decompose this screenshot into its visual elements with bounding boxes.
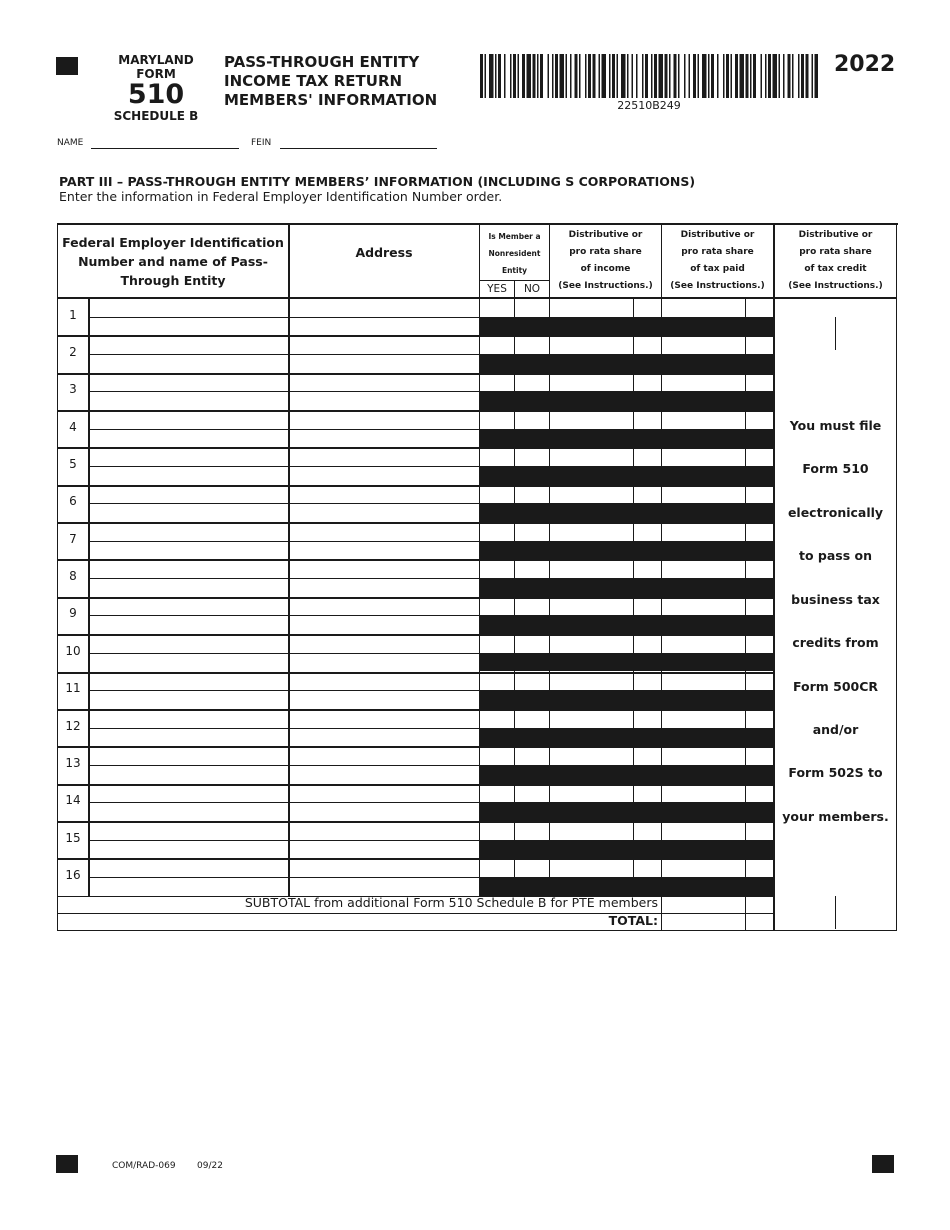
tax-paid-input[interactable] bbox=[663, 636, 772, 652]
nonresident-no-box[interactable] bbox=[516, 337, 548, 353]
shaded-cell bbox=[480, 429, 773, 448]
header-address: Address bbox=[355, 244, 413, 260]
row-number: 7 bbox=[69, 531, 77, 546]
tax-paid-input[interactable] bbox=[663, 300, 772, 316]
tax-paid-input[interactable] bbox=[663, 487, 772, 503]
shaded-cell bbox=[480, 578, 773, 597]
shaded-cell bbox=[480, 317, 773, 336]
header-tax-credit bbox=[774, 226, 897, 296]
shaded-cell bbox=[480, 728, 773, 747]
entity-name-input[interactable] bbox=[91, 524, 287, 557]
row-number: 14 bbox=[65, 793, 81, 808]
header-nonresident-line: Is Member a bbox=[488, 231, 541, 241]
header-taxpaid-line: Distributive or bbox=[680, 230, 755, 240]
nonresident-no-box[interactable] bbox=[516, 487, 548, 503]
header-income-line: Distributive or bbox=[568, 230, 643, 240]
tax-year: 2022 bbox=[834, 52, 896, 77]
header-credit-line: (See Instructions.) bbox=[788, 281, 883, 291]
header-taxpaid-line: (See Instructions.) bbox=[670, 281, 765, 291]
nonresident-yes-box[interactable] bbox=[481, 711, 513, 727]
entity-name-input[interactable] bbox=[91, 375, 287, 408]
nonresident-yes-box[interactable] bbox=[481, 524, 513, 540]
nonresident-no-box[interactable] bbox=[516, 748, 548, 764]
nonresident-yes-box[interactable] bbox=[481, 860, 513, 876]
notice-line: Form 500CR bbox=[792, 679, 879, 694]
income-input[interactable] bbox=[551, 674, 660, 690]
nonresident-no-box[interactable] bbox=[516, 449, 548, 465]
income-input[interactable] bbox=[551, 636, 660, 652]
tax-paid-input[interactable] bbox=[663, 599, 772, 615]
row-rule bbox=[480, 280, 549, 281]
form-label: FORM bbox=[136, 67, 176, 81]
nonresident-no-box[interactable] bbox=[516, 711, 548, 727]
address-input[interactable] bbox=[290, 674, 478, 707]
income-input[interactable] bbox=[551, 375, 660, 391]
address-input[interactable] bbox=[290, 636, 478, 669]
shaded-cell bbox=[480, 541, 773, 560]
income-input[interactable] bbox=[551, 524, 660, 540]
part-heading: PART III – PASS-THROUGH ENTITY MEMBERS’ INFORMATION (INCLUDING S CORPORATIONS) bbox=[59, 174, 696, 189]
notice-line: to pass on bbox=[798, 548, 873, 563]
shaded-cell bbox=[480, 391, 773, 410]
entity-name-input[interactable] bbox=[91, 412, 287, 445]
nonresident-no-box[interactable] bbox=[516, 412, 548, 428]
entity-name-input[interactable] bbox=[91, 449, 287, 482]
income-input[interactable] bbox=[551, 412, 660, 428]
row-number: 5 bbox=[69, 457, 77, 472]
notice-line: Form 502S to bbox=[788, 765, 883, 780]
credit-tick bbox=[835, 896, 836, 929]
nonresident-no-box[interactable] bbox=[516, 524, 548, 540]
subtotal-tax-paid-input[interactable] bbox=[662, 894, 745, 911]
nonresident-no-box[interactable] bbox=[516, 823, 548, 839]
credit-tick bbox=[835, 317, 836, 350]
address-input[interactable] bbox=[290, 375, 478, 408]
tax-paid-input[interactable] bbox=[663, 786, 772, 802]
income-input[interactable] bbox=[551, 711, 660, 727]
notice-line: electronically bbox=[787, 505, 884, 520]
nonresident-no-box[interactable] bbox=[516, 860, 548, 876]
income-input[interactable] bbox=[551, 860, 660, 876]
shaded-cell bbox=[480, 354, 773, 373]
row-number: 8 bbox=[69, 569, 77, 584]
nonresident-yes-box[interactable] bbox=[481, 300, 513, 316]
shaded-cell bbox=[480, 840, 773, 859]
shaded-cell bbox=[480, 765, 773, 784]
income-input[interactable] bbox=[551, 748, 660, 764]
row-number: 3 bbox=[69, 382, 77, 397]
nonresident-yes-box[interactable] bbox=[481, 786, 513, 802]
barcode-number: 22510B249 bbox=[617, 99, 681, 112]
nonresident-yes-box[interactable] bbox=[481, 412, 513, 428]
nonresident-no-box[interactable] bbox=[516, 599, 548, 615]
income-input[interactable] bbox=[551, 599, 660, 615]
notice-line: Form 510 bbox=[802, 461, 869, 476]
income-input[interactable] bbox=[551, 823, 660, 839]
nonresident-yes-box[interactable] bbox=[481, 636, 513, 652]
nonresident-no-box[interactable] bbox=[516, 636, 548, 652]
tax-paid-input[interactable] bbox=[663, 748, 772, 764]
nonresident-yes-box[interactable] bbox=[481, 337, 513, 353]
header-fein-line: Federal Employer Identification bbox=[62, 234, 284, 250]
address-input[interactable] bbox=[290, 337, 478, 370]
nonresident-no-box[interactable] bbox=[516, 375, 548, 391]
row-rule bbox=[57, 930, 897, 931]
address-input[interactable] bbox=[290, 599, 478, 632]
address-input[interactable] bbox=[290, 748, 478, 781]
income-input[interactable] bbox=[551, 449, 660, 465]
nonresident-no-box[interactable] bbox=[516, 561, 548, 577]
form-title-line: PASS-THROUGH ENTITY bbox=[224, 53, 420, 71]
row-number: 15 bbox=[65, 830, 81, 845]
entity-name-input[interactable] bbox=[91, 786, 287, 819]
row-number: 16 bbox=[65, 867, 81, 882]
header-no: NO bbox=[523, 283, 541, 295]
form-schedule: SCHEDULE B bbox=[113, 109, 199, 123]
entity-name-input[interactable] bbox=[91, 674, 287, 707]
tax-paid-input[interactable] bbox=[663, 337, 772, 353]
tax-paid-input[interactable] bbox=[663, 375, 772, 391]
shaded-cell bbox=[480, 615, 773, 634]
tax-paid-input[interactable] bbox=[663, 412, 772, 428]
tax-paid-input[interactable] bbox=[663, 524, 772, 540]
entity-name-input[interactable] bbox=[91, 711, 287, 744]
shaded-cell bbox=[480, 802, 773, 821]
shaded-cell bbox=[480, 877, 773, 896]
nonresident-yes-box[interactable] bbox=[481, 487, 513, 503]
row-number: 9 bbox=[69, 606, 77, 621]
header-nonresident-line: Nonresident bbox=[488, 248, 541, 258]
notice-line: You must file bbox=[789, 418, 882, 433]
header-fein-name bbox=[58, 225, 288, 297]
entity-name-input[interactable] bbox=[91, 561, 287, 594]
entity-name-input[interactable] bbox=[91, 636, 287, 669]
address-input[interactable] bbox=[290, 412, 478, 445]
address-input[interactable] bbox=[290, 487, 478, 520]
header-income bbox=[550, 226, 661, 296]
nonresident-no-box[interactable] bbox=[516, 674, 548, 690]
header-income-line: pro rata share bbox=[569, 247, 642, 257]
income-input[interactable] bbox=[551, 487, 660, 503]
subtotal-label: SUBTOTAL from additional Form 510 Schedule B for PTE members bbox=[244, 895, 658, 910]
name-label: NAME bbox=[57, 138, 84, 148]
income-input[interactable] bbox=[551, 300, 660, 316]
row-number: 6 bbox=[69, 494, 77, 509]
tax-paid-input[interactable] bbox=[663, 449, 772, 465]
nonresident-no-box[interactable] bbox=[516, 786, 548, 802]
tax-paid-input[interactable] bbox=[663, 674, 772, 690]
entity-name-input[interactable] bbox=[91, 300, 287, 333]
header-income-line: of income bbox=[580, 264, 631, 274]
notice-line: and/or bbox=[812, 722, 859, 737]
shaded-cell bbox=[480, 503, 773, 522]
header-yes: YES bbox=[487, 283, 507, 295]
address-input[interactable] bbox=[290, 860, 478, 893]
header-fein-line: Number and name of Pass- bbox=[78, 253, 268, 269]
shaded-cell bbox=[480, 690, 773, 709]
income-input[interactable] bbox=[551, 337, 660, 353]
row-number: 13 bbox=[65, 755, 81, 770]
header-taxpaid-line: of tax paid bbox=[690, 264, 745, 274]
entity-name-input[interactable] bbox=[91, 487, 287, 520]
entity-name-input[interactable] bbox=[91, 599, 287, 632]
fein-label: FEIN bbox=[251, 138, 272, 148]
shaded-cell bbox=[480, 653, 773, 672]
row-number: 12 bbox=[65, 718, 81, 733]
address-input[interactable] bbox=[290, 823, 478, 856]
entity-name-input[interactable] bbox=[91, 823, 287, 856]
tax-paid-input[interactable] bbox=[663, 823, 772, 839]
entity-name-input[interactable] bbox=[91, 860, 287, 893]
nonresident-yes-box[interactable] bbox=[481, 823, 513, 839]
address-input[interactable] bbox=[290, 524, 478, 557]
shaded-cell bbox=[480, 466, 773, 485]
nonresident-yes-box[interactable] bbox=[481, 599, 513, 615]
tax-paid-input[interactable] bbox=[663, 561, 772, 577]
header-nonresident bbox=[480, 226, 549, 280]
row-number: 11 bbox=[65, 681, 81, 696]
part-instruction: Enter the information in Federal Employer Identification Number order. bbox=[59, 189, 503, 204]
address-input[interactable] bbox=[290, 561, 478, 594]
col-rule bbox=[773, 225, 775, 931]
tax-paid-input[interactable] bbox=[663, 860, 772, 876]
notice-line: business tax bbox=[791, 592, 880, 607]
form-title-line: MEMBERS' INFORMATION bbox=[224, 91, 438, 109]
nonresident-yes-box[interactable] bbox=[481, 561, 513, 577]
header-fein-line: Through Entity bbox=[120, 272, 226, 288]
address-input[interactable] bbox=[290, 786, 478, 819]
header-taxpaid-line: pro rata share bbox=[681, 247, 754, 257]
row-rule bbox=[57, 297, 897, 299]
header-credit-line: pro rata share bbox=[799, 247, 872, 257]
notice-line: your members. bbox=[782, 809, 889, 824]
nonresident-yes-box[interactable] bbox=[481, 375, 513, 391]
footer-form-code: COM/RAD-069 bbox=[112, 1161, 176, 1171]
address-input[interactable] bbox=[290, 449, 478, 482]
form-number: 510 bbox=[127, 79, 185, 110]
entity-name-input[interactable] bbox=[91, 337, 287, 370]
footer-date: 09/22 bbox=[197, 1161, 223, 1171]
header-income-line: (See Instructions.) bbox=[558, 281, 653, 291]
header-tax-paid bbox=[662, 226, 773, 296]
address-input[interactable] bbox=[290, 711, 478, 744]
total-label: TOTAL: bbox=[608, 913, 658, 928]
total-tax-paid-input[interactable] bbox=[662, 912, 745, 929]
notice-line: credits from bbox=[792, 635, 879, 650]
row-number: 4 bbox=[69, 419, 77, 434]
row-number: 1 bbox=[69, 307, 77, 322]
tax-paid-input[interactable] bbox=[663, 711, 772, 727]
form-state: MARYLAND bbox=[118, 53, 194, 67]
entity-name-input[interactable] bbox=[91, 748, 287, 781]
header-nonresident-line: Entity bbox=[501, 265, 528, 275]
nonresident-no-box[interactable] bbox=[516, 300, 548, 316]
nonresident-yes-box[interactable] bbox=[481, 449, 513, 465]
row-number: 2 bbox=[69, 345, 77, 360]
form-title-line: INCOME TAX RETURN bbox=[224, 72, 403, 90]
nonresident-yes-box[interactable] bbox=[481, 748, 513, 764]
address-input[interactable] bbox=[290, 300, 478, 333]
header-credit-line: Distributive or bbox=[798, 230, 873, 240]
row-number: 10 bbox=[65, 643, 81, 658]
nonresident-yes-box[interactable] bbox=[481, 674, 513, 690]
header-credit-line: of tax credit bbox=[804, 264, 867, 274]
income-input[interactable] bbox=[551, 561, 660, 577]
income-input[interactable] bbox=[551, 786, 660, 802]
